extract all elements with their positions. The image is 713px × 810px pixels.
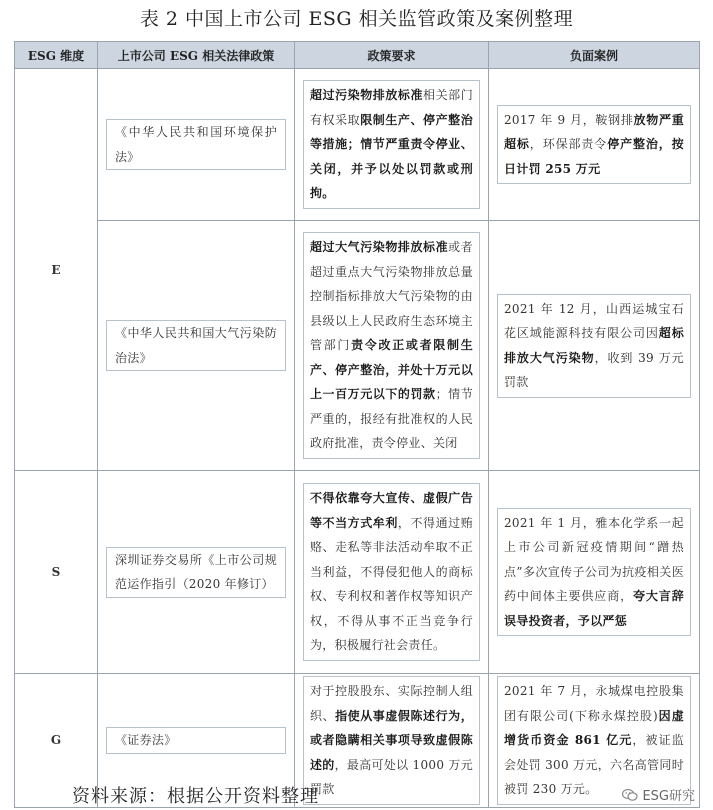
- table-title: 表 2 中国上市公司 ESG 相关监管政策及案例整理: [139, 8, 574, 30]
- requirement-cell: [295, 471, 489, 674]
- requirement-cell: [295, 221, 489, 471]
- watermark: [622, 785, 695, 804]
- law-cell: [98, 221, 295, 471]
- dimension-e: E: [15, 69, 98, 471]
- header-case: 负面案例: [489, 42, 700, 69]
- case-cell: [489, 69, 700, 221]
- requirement-text: 超过污染物排放标准相关部门有权采取限制生产、停产整治等措施；情节严重责令停业、关闭，并予以处以罚款或刑拘。: [303, 80, 480, 209]
- header-law: 上市公司 ESG 相关法律政策: [98, 42, 295, 69]
- law-text: 《中华人民共和国环境保护法》: [106, 119, 286, 170]
- law-text: 《中华人民共和国大气污染防治法》: [106, 320, 286, 371]
- case-text: 2021 年 1 月，雅本化学系一起上市公司新冠疫情期间“蹭热点”多次宣传子公司为抗疫相关医药中间体主要供应商，夸大言辞误导投资者，予以严惩: [497, 508, 691, 637]
- law-text: 《证券法》: [106, 727, 286, 754]
- esg-policy-table: [14, 41, 700, 808]
- requirement-text: 超过大气污染物排放标准或者超过重点大气污染物排放总量控制指标排放大气污染物的由县级以上人民政府生态环境主管部门责令改正或者限制生产、停产整治，并处十万元以上一百万元以下的罚款；情节严重的，报经有批准权的人民政府批准，责令停业、关闭: [303, 232, 480, 459]
- table-row: [15, 221, 700, 471]
- case-text: 2021 年 12 月，山西运城宝石花区域能源科技有限公司因超标排放大气污染物，收到 39 万元罚款: [497, 294, 691, 398]
- header-requirement: 政策要求: [295, 42, 489, 69]
- wechat-icon: [622, 788, 638, 802]
- requirement-text: 不得依靠夸大宣传、虚假广告等不当方式牟利，不得通过贿赂、走私等非法活动牟取不正当利益，不得侵犯他人的商标权、专利权和著作权等知识产权，不得从事不正当竞争行为，积极履行社会责任。: [303, 483, 480, 661]
- case-cell: [489, 471, 700, 674]
- case-text: 2017 年 9 月，鞍钢排放物严重超标，环保部责令停产整治，按日计罚 255 万元: [497, 105, 691, 185]
- dimension-g: G: [15, 674, 98, 808]
- law-text: 深圳证券交易所《上市公司规范运作指引（2020 年修订）: [106, 547, 286, 598]
- header-row: [15, 42, 700, 69]
- case-text: 2021 年 7 月，永城煤电控股集团有限公司(下称永煤控股)因虚增货币资金 861 亿元，被证监会处罚 300 万元，六名高管同时被罚 230 万元。: [497, 676, 691, 805]
- requirement-cell: [295, 674, 489, 808]
- law-cell: [98, 471, 295, 674]
- case-cell: [489, 221, 700, 471]
- header-dimension: ESG 维度: [15, 42, 98, 69]
- watermark-text: ESG研究: [642, 789, 695, 804]
- table-row: [15, 69, 700, 221]
- dimension-s: S: [15, 471, 98, 674]
- source-note: 资料来源：根据公开资料整理: [72, 786, 319, 807]
- requirement-text: 对于控股股东、实际控制人组织、指使从事虚假陈述行为，或者隐瞒相关事项导致虚假陈述的，最高可处以 1000 万元罚款: [303, 676, 480, 805]
- table-row: [15, 471, 700, 674]
- law-cell: [98, 69, 295, 221]
- requirement-cell: [295, 69, 489, 221]
